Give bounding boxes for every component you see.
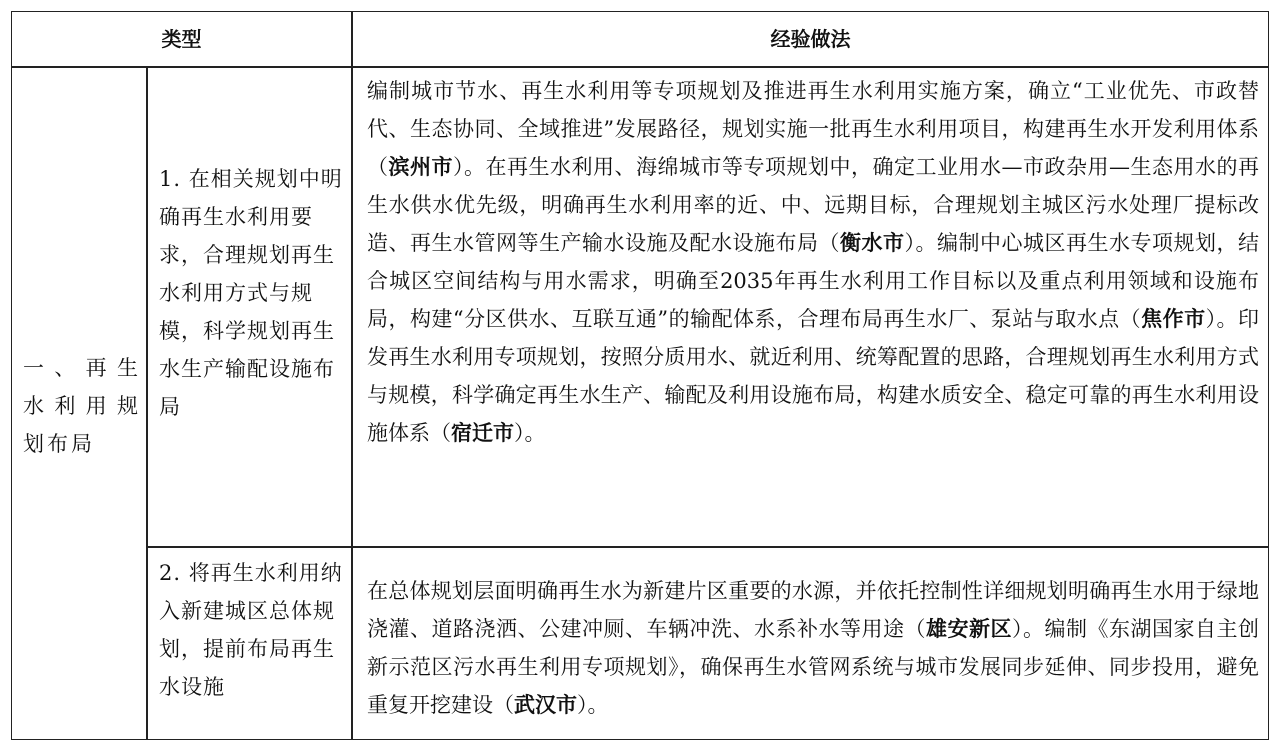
city-binzhou: 滨州市: [388, 155, 453, 179]
header-type: 类型: [161, 27, 202, 51]
practice-text-2: 在总体规划层面明确再生水为新建片区重要的水源，并依托控制性详细规划明确再生水用于绿地浇灌、道路浇洒、公建冲厕、车辆冲洗、水系补水等用途（雄安新区）。编制《东湖国家自主创新示范区污水再生利用专项规划》，确保再生水管网系统与城市发展同步延伸、同步投用，避免重复开挖建设（武汉市）。: [367, 579, 1259, 717]
city-xiongan: 雄安新区: [926, 617, 1012, 641]
practice-table: [11, 11, 1269, 740]
city-wuhan: 武汉市: [514, 693, 577, 717]
practice-text-1: 编制城市节水、再生水利用等专项规划及推进再生水利用实施方案，确立“工业优先、市政替代、生态协同、全域推进”发展路径，规划实施一批再生水利用项目，构建再生水开发利用体系（滨州市）。在再生水利用、海绵城市等专项规划中，确定工业用水—市政杂用—生态用水的再生水供水优先级，明确再生水利用率的近、中、远期目标，合理规划主城区污水处理厂提标改造、再生水管网等生产输水设施及配水设施布局（衡水市）。编制中心城区再生水专项规划，结合城区空间结构与用水需求，明确至2035年再生水利用工作目标以及重点利用领域和设施布局，构建“分区供水、互联互通”的输配体系，合理布局再生水厂、泵站与取水点（焦作市）。印发再生水利用专项规划，按照分质用水、就近利用、统筹配置的思路，合理规划再生水利用方式与规模，科学确定再生水生产、输配及利用设施布局，构建水质安全、稳定可靠的再生水利用设施体系（宿迁市）。: [367, 79, 1260, 445]
header-divider: [12, 66, 1268, 68]
column-divider-main: [351, 12, 353, 739]
city-jiaozuo: 焦作市: [1141, 307, 1206, 331]
column-divider-category: [146, 66, 148, 739]
city-hengshui: 衡水市: [840, 231, 905, 255]
row-divider: [147, 546, 1268, 548]
subcategory-2: 2. 将再生水利用纳入新建城区总体规划，提前布局再生水设施: [159, 561, 343, 699]
header-practice: 经验做法: [770, 27, 851, 51]
category-cell: 一、再生水利用规划布局: [23, 356, 141, 456]
subcategory-1: 1. 在相关规划中明确再生水利用要求，合理规划再生水利用方式与规模，科学规划再生水生产输配设施布局: [159, 167, 343, 419]
city-suqian: 宿迁市: [451, 421, 514, 445]
